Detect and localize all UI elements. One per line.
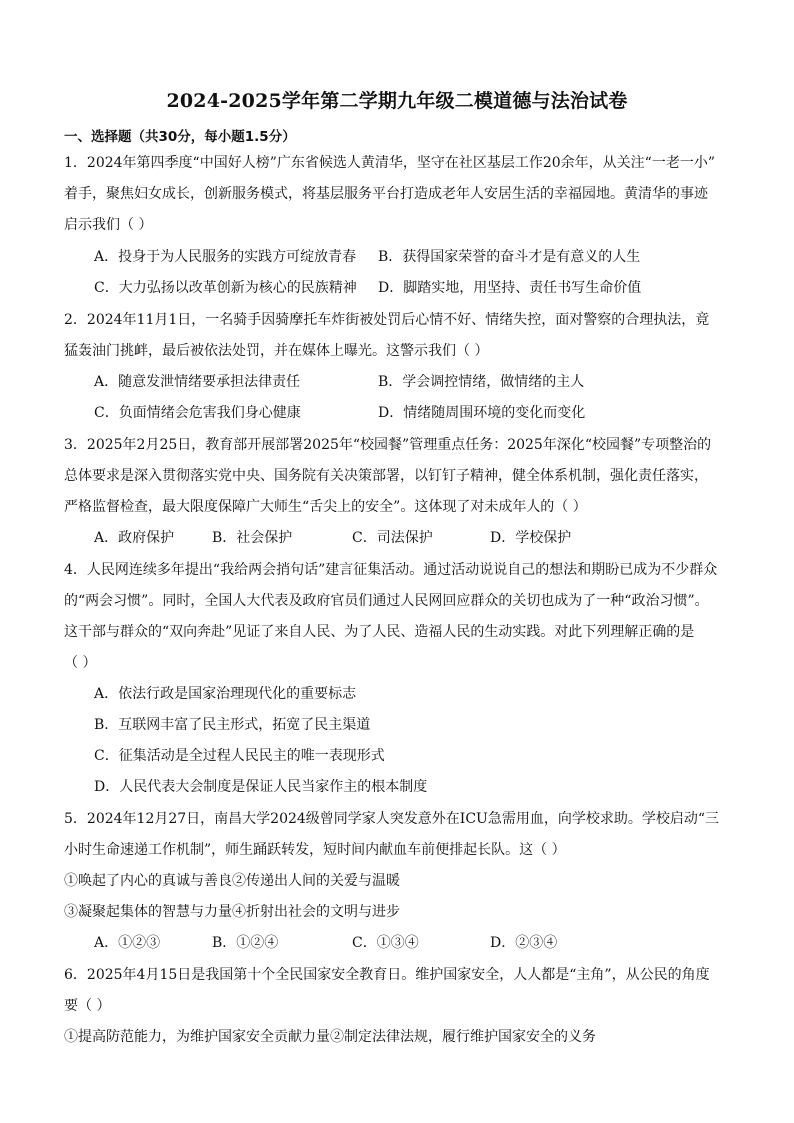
q4-option-b: B．互联网丰富了民主形式，拓宽了民主渠道 [94, 717, 371, 733]
q4-option-c: C．征集活动是全过程人民民主的唯一表现形式 [94, 748, 385, 764]
q4-line-3: 这干部与群众的“双向奔赴”见证了来自人民、为了人民、造福人民的生动实践。对此下列理解正确的是 [64, 624, 695, 640]
q3-option-c: C．司法保护 [352, 530, 433, 546]
exam-title: 2024-2025学年第二学期九年级二模道德与法治试卷 [166, 90, 628, 112]
q6-line-2: 要（ ） [64, 998, 111, 1014]
q5-option-c: C．①③④ [352, 935, 419, 951]
q2-option-c: C．负面情绪会危害我们身心健康 [94, 405, 301, 421]
q4-option-d: D．人民代表大会制度是保证人民当家作主的根本制度 [94, 779, 428, 795]
q2-option-a: A．随意发泄情绪要承担法律责任 [94, 374, 301, 390]
q4-line-2: 的“两会习惯”。同时，全国人大代表及政府官员们通过人民网回应群众的关切也成为了一种“政治习惯”。 [64, 593, 709, 609]
q3-line-1: 3．2025年2月25日，教育部开展部署2025年“校园餐”管理重点任务：2025年深化“校园餐”专项整治的 [64, 437, 712, 453]
q2-line-1: 2．2024年11月1日，一名骑手因骑摩托车炸街被处罚后心情不好、情绪失控，面对警察的合理执法，竟 [64, 312, 710, 328]
q3-option-a: A．政府保护 [94, 530, 175, 546]
q1-option-a: A．投身于为人民服务的实践方可绽放青春 [94, 249, 357, 265]
q2-option-b: B．学会调控情绪，做情绪的主人 [378, 374, 585, 390]
q3-option-b: B．社会保护 [212, 530, 293, 546]
q3-line-3: 严格监督检查，最大限度保障广大师生“舌尖上的安全”。这体现了对未成年人的（ ） [64, 499, 587, 515]
q5-line-1: 5．2024年12月27日，南昌大学2024级曾同学家人突发意外在ICU急需用血，向学校求助。学校启动“三 [64, 811, 719, 827]
q6-item-1: ①提高防范能力，为维护国家安全贡献力量②制定法律法规，履行维护国家安全的义务 [64, 1029, 596, 1045]
q4-line-4: （ ） [64, 655, 97, 671]
q3-option-d: D．学校保护 [490, 530, 572, 546]
q1-option-c: C．大力弘扬以改革创新为核心的民族精神 [94, 280, 357, 296]
q5-line-2: 小时生命速递工作机制”，师生踊跃转发，短时间内献血车前便排起长队。这（ ） [64, 842, 566, 858]
q5-option-a: A．①②③ [94, 935, 161, 951]
q1-line-2: 着手，聚焦妇女成长，创新服务模式，将基层服务平台打造成老年人安居生活的幸福园地。黄清华的事迹 [64, 186, 708, 202]
q5-item-1: ①唤起了内心的真诚与善良②传递出人间的关爱与温暖 [64, 873, 400, 889]
section-heading: 一、选择题（共30分，每小题1.5分） [64, 129, 296, 145]
q2-line-2: 猛轰油门挑衅，最后被依法处罚，并在媒体上曝光。这警示我们（ ） [64, 343, 489, 359]
q5-item-2: ③凝聚起集体的智慧与力量④折射出社会的文明与进步 [64, 904, 400, 920]
q4-option-a: A．依法行政是国家治理现代化的重要标志 [94, 686, 357, 702]
q1-line-1: 1．2024年第四季度“中国好人榜”广东省候选人黄清华，坚守在社区基层工作20余年，从关注“一老一小” [64, 155, 715, 171]
q6-line-1: 6．2025年4月15日是我国第十个全民国家安全教育日。维护国家安全，人人都是“主角”，从公民的角度 [64, 967, 710, 983]
q5-option-b: B．①②④ [212, 935, 279, 951]
q5-option-d: D．②③④ [490, 935, 558, 951]
q2-option-d: D．情绪随周围环境的变化而变化 [378, 405, 586, 421]
q4-line-1: 4．人民网连续多年提出“我给两会捎句话”建言征集活动。通过活动说说自己的想法和期盼已成为不少群众 [64, 562, 718, 578]
q3-line-2: 总体要求是深入贯彻落实党中央、国务院有关决策部署，以钉钉子精神，健全体系机制，强化责任落实， [64, 468, 708, 484]
q1-line-3: 启示我们（ ） [64, 217, 153, 233]
q1-option-d: D．脚踏实地，用坚持、责任书写生命价值 [378, 280, 642, 296]
q1-option-b: B．获得国家荣誉的奋斗才是有意义的人生 [378, 249, 641, 265]
